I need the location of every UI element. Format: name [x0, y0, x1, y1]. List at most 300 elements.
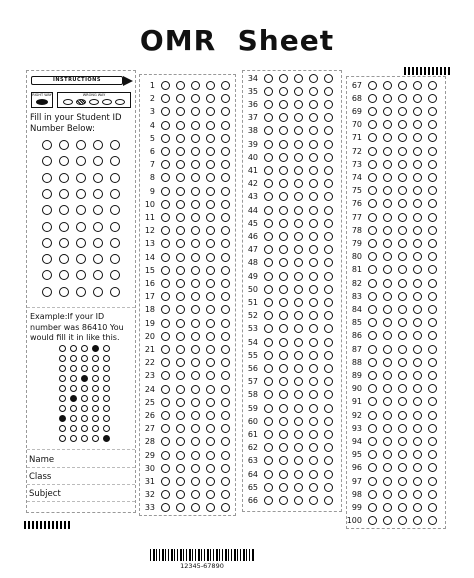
answer-bubble[interactable]	[206, 464, 215, 473]
id-bubble[interactable]	[59, 222, 69, 232]
example-bubble[interactable]	[70, 385, 77, 392]
answer-bubble[interactable]	[176, 121, 185, 130]
answer-bubble[interactable]	[279, 206, 288, 215]
answer-bubble[interactable]	[398, 503, 407, 512]
example-bubble[interactable]	[103, 365, 110, 372]
example-bubble[interactable]	[92, 375, 99, 382]
example-bubble[interactable]	[81, 395, 88, 402]
answer-bubble[interactable]	[413, 213, 422, 222]
id-bubble[interactable]	[110, 173, 120, 183]
answer-bubble[interactable]	[309, 298, 318, 307]
answer-bubble[interactable]	[161, 213, 170, 222]
answer-bubble[interactable]	[294, 153, 303, 162]
answer-bubble[interactable]	[368, 345, 377, 354]
example-bubble[interactable]	[59, 355, 66, 362]
answer-bubble[interactable]	[176, 385, 185, 394]
answer-bubble[interactable]	[294, 417, 303, 426]
example-bubble[interactable]	[92, 415, 99, 422]
answer-bubble[interactable]	[413, 371, 422, 380]
answer-bubble[interactable]	[264, 100, 273, 109]
answer-bubble[interactable]	[428, 358, 437, 367]
answer-bubble[interactable]	[309, 496, 318, 505]
id-bubble[interactable]	[42, 173, 52, 183]
answer-bubble[interactable]	[398, 305, 407, 314]
answer-bubble[interactable]	[221, 451, 230, 460]
answer-bubble[interactable]	[324, 140, 333, 149]
id-bubble[interactable]	[110, 222, 120, 232]
example-bubble[interactable]	[59, 365, 66, 372]
answer-bubble[interactable]	[279, 285, 288, 294]
example-bubble[interactable]	[70, 425, 77, 432]
answer-bubble[interactable]	[398, 279, 407, 288]
answer-bubble[interactable]	[383, 345, 392, 354]
answer-bubble[interactable]	[309, 74, 318, 83]
answer-bubble[interactable]	[294, 298, 303, 307]
answer-bubble[interactable]	[176, 266, 185, 275]
answer-bubble[interactable]	[383, 305, 392, 314]
answer-bubble[interactable]	[191, 477, 200, 486]
answer-bubble[interactable]	[264, 496, 273, 505]
answer-bubble[interactable]	[161, 345, 170, 354]
answer-bubble[interactable]	[398, 213, 407, 222]
answer-bubble[interactable]	[428, 279, 437, 288]
example-bubble[interactable]	[92, 395, 99, 402]
answer-bubble[interactable]	[324, 470, 333, 479]
example-bubble[interactable]	[81, 345, 88, 352]
example-bubble[interactable]	[81, 435, 88, 442]
answer-bubble[interactable]	[264, 351, 273, 360]
answer-bubble[interactable]	[294, 285, 303, 294]
answer-bubble[interactable]	[279, 470, 288, 479]
answer-bubble[interactable]	[264, 404, 273, 413]
answer-bubble[interactable]	[206, 187, 215, 196]
answer-bubble[interactable]	[383, 81, 392, 90]
example-bubble[interactable]	[92, 425, 99, 432]
answer-bubble[interactable]	[294, 100, 303, 109]
answer-bubble[interactable]	[413, 239, 422, 248]
answer-bubble[interactable]	[221, 477, 230, 486]
id-bubble[interactable]	[93, 222, 103, 232]
answer-bubble[interactable]	[324, 338, 333, 347]
answer-bubble[interactable]	[221, 200, 230, 209]
id-bubble[interactable]	[59, 238, 69, 248]
example-bubble[interactable]	[103, 425, 110, 432]
answer-bubble[interactable]	[206, 398, 215, 407]
answer-bubble[interactable]	[428, 371, 437, 380]
example-bubble[interactable]	[81, 425, 88, 432]
example-bubble[interactable]	[103, 405, 110, 412]
answer-bubble[interactable]	[428, 107, 437, 116]
answer-bubble[interactable]	[309, 417, 318, 426]
answer-bubble[interactable]	[368, 437, 377, 446]
answer-bubble[interactable]	[294, 166, 303, 175]
answer-bubble[interactable]	[221, 266, 230, 275]
answer-bubble[interactable]	[279, 87, 288, 96]
example-bubble[interactable]	[92, 345, 99, 352]
id-bubble[interactable]	[93, 173, 103, 183]
answer-bubble[interactable]	[428, 345, 437, 354]
answer-bubble[interactable]	[191, 411, 200, 420]
answer-bubble[interactable]	[191, 147, 200, 156]
answer-bubble[interactable]	[368, 477, 377, 486]
answer-bubble[interactable]	[368, 239, 377, 248]
answer-bubble[interactable]	[428, 424, 437, 433]
answer-bubble[interactable]	[398, 292, 407, 301]
answer-bubble[interactable]	[398, 81, 407, 90]
id-bubble[interactable]	[93, 238, 103, 248]
answer-bubble[interactable]	[279, 219, 288, 228]
id-bubble[interactable]	[93, 140, 103, 150]
answer-bubble[interactable]	[309, 87, 318, 96]
answer-bubble[interactable]	[398, 424, 407, 433]
example-bubble[interactable]	[92, 435, 99, 442]
answer-bubble[interactable]	[221, 345, 230, 354]
answer-bubble[interactable]	[264, 232, 273, 241]
answer-bubble[interactable]	[368, 226, 377, 235]
answer-bubble[interactable]	[176, 332, 185, 341]
answer-bubble[interactable]	[264, 153, 273, 162]
answer-bubble[interactable]	[309, 364, 318, 373]
answer-bubble[interactable]	[309, 232, 318, 241]
answer-bubble[interactable]	[294, 74, 303, 83]
answer-bubble[interactable]	[398, 411, 407, 420]
answer-bubble[interactable]	[398, 358, 407, 367]
example-bubble[interactable]	[103, 355, 110, 362]
example-bubble[interactable]	[70, 405, 77, 412]
answer-bubble[interactable]	[206, 266, 215, 275]
answer-bubble[interactable]	[161, 81, 170, 90]
answer-bubble[interactable]	[413, 437, 422, 446]
answer-bubble[interactable]	[413, 305, 422, 314]
answer-bubble[interactable]	[428, 437, 437, 446]
example-bubble[interactable]	[70, 415, 77, 422]
answer-bubble[interactable]	[161, 200, 170, 209]
answer-bubble[interactable]	[191, 345, 200, 354]
answer-bubble[interactable]	[428, 477, 437, 486]
answer-bubble[interactable]	[383, 358, 392, 367]
answer-bubble[interactable]	[191, 187, 200, 196]
answer-bubble[interactable]	[368, 279, 377, 288]
answer-bubble[interactable]	[368, 173, 377, 182]
answer-bubble[interactable]	[191, 134, 200, 143]
answer-bubble[interactable]	[206, 253, 215, 262]
id-bubble[interactable]	[76, 287, 86, 297]
example-bubble[interactable]	[103, 415, 110, 422]
answer-bubble[interactable]	[324, 87, 333, 96]
answer-bubble[interactable]	[368, 424, 377, 433]
answer-bubble[interactable]	[206, 134, 215, 143]
answer-bubble[interactable]	[279, 140, 288, 149]
id-bubble[interactable]	[110, 238, 120, 248]
example-bubble[interactable]	[81, 365, 88, 372]
answer-bubble[interactable]	[206, 319, 215, 328]
answer-bubble[interactable]	[264, 166, 273, 175]
answer-bubble[interactable]	[383, 503, 392, 512]
answer-bubble[interactable]	[176, 253, 185, 262]
answer-bubble[interactable]	[309, 404, 318, 413]
answer-bubble[interactable]	[398, 173, 407, 182]
answer-bubble[interactable]	[191, 464, 200, 473]
answer-bubble[interactable]	[264, 483, 273, 492]
id-bubble[interactable]	[76, 238, 86, 248]
answer-bubble[interactable]	[206, 121, 215, 130]
example-bubble[interactable]	[81, 385, 88, 392]
answer-bubble[interactable]	[398, 147, 407, 156]
answer-bubble[interactable]	[264, 364, 273, 373]
answer-bubble[interactable]	[176, 464, 185, 473]
answer-bubble[interactable]	[161, 319, 170, 328]
example-bubble[interactable]	[59, 415, 66, 422]
answer-bubble[interactable]	[428, 173, 437, 182]
answer-bubble[interactable]	[161, 134, 170, 143]
answer-bubble[interactable]	[324, 100, 333, 109]
example-bubble[interactable]	[59, 375, 66, 382]
answer-bubble[interactable]	[398, 239, 407, 248]
id-bubble[interactable]	[59, 173, 69, 183]
answer-bubble[interactable]	[428, 160, 437, 169]
answer-bubble[interactable]	[161, 464, 170, 473]
answer-bubble[interactable]	[368, 292, 377, 301]
answer-bubble[interactable]	[324, 74, 333, 83]
answer-bubble[interactable]	[383, 477, 392, 486]
answer-bubble[interactable]	[309, 219, 318, 228]
id-bubble[interactable]	[59, 140, 69, 150]
example-bubble[interactable]	[59, 345, 66, 352]
answer-bubble[interactable]	[428, 305, 437, 314]
answer-bubble[interactable]	[264, 338, 273, 347]
answer-bubble[interactable]	[176, 411, 185, 420]
answer-bubble[interactable]	[413, 345, 422, 354]
answer-bubble[interactable]	[309, 100, 318, 109]
id-bubble[interactable]	[110, 189, 120, 199]
answer-bubble[interactable]	[294, 470, 303, 479]
answer-bubble[interactable]	[324, 206, 333, 215]
answer-bubble[interactable]	[294, 404, 303, 413]
answer-bubble[interactable]	[368, 107, 377, 116]
answer-bubble[interactable]	[191, 279, 200, 288]
example-bubble[interactable]	[92, 385, 99, 392]
answer-bubble[interactable]	[191, 385, 200, 394]
answer-bubble[interactable]	[191, 213, 200, 222]
example-bubble[interactable]	[70, 375, 77, 382]
example-bubble[interactable]	[92, 365, 99, 372]
answer-bubble[interactable]	[383, 173, 392, 182]
answer-bubble[interactable]	[191, 398, 200, 407]
answer-bubble[interactable]	[176, 279, 185, 288]
answer-bubble[interactable]	[176, 345, 185, 354]
answer-bubble[interactable]	[383, 107, 392, 116]
answer-bubble[interactable]	[294, 272, 303, 281]
answer-bubble[interactable]	[221, 398, 230, 407]
answer-bubble[interactable]	[264, 298, 273, 307]
answer-bubble[interactable]	[309, 483, 318, 492]
answer-bubble[interactable]	[383, 239, 392, 248]
answer-bubble[interactable]	[294, 430, 303, 439]
answer-bubble[interactable]	[294, 232, 303, 241]
answer-bubble[interactable]	[279, 272, 288, 281]
answer-bubble[interactable]	[279, 232, 288, 241]
example-bubble[interactable]	[59, 425, 66, 432]
answer-bubble[interactable]	[221, 319, 230, 328]
answer-bubble[interactable]	[264, 74, 273, 83]
answer-bubble[interactable]	[161, 385, 170, 394]
answer-bubble[interactable]	[398, 437, 407, 446]
answer-bubble[interactable]	[324, 166, 333, 175]
answer-bubble[interactable]	[368, 81, 377, 90]
answer-bubble[interactable]	[279, 153, 288, 162]
answer-bubble[interactable]	[368, 305, 377, 314]
example-bubble[interactable]	[81, 405, 88, 412]
example-bubble[interactable]	[81, 415, 88, 422]
answer-bubble[interactable]	[428, 239, 437, 248]
id-bubble[interactable]	[93, 189, 103, 199]
answer-bubble[interactable]	[324, 272, 333, 281]
answer-bubble[interactable]	[221, 213, 230, 222]
answer-bubble[interactable]	[383, 490, 392, 499]
id-bubble[interactable]	[110, 287, 120, 297]
answer-bubble[interactable]	[398, 477, 407, 486]
answer-bubble[interactable]	[324, 153, 333, 162]
answer-bubble[interactable]	[413, 94, 422, 103]
answer-bubble[interactable]	[161, 187, 170, 196]
answer-bubble[interactable]	[206, 213, 215, 222]
answer-bubble[interactable]	[264, 285, 273, 294]
answer-bubble[interactable]	[413, 147, 422, 156]
answer-bubble[interactable]	[324, 404, 333, 413]
answer-bubble[interactable]	[428, 292, 437, 301]
answer-bubble[interactable]	[383, 147, 392, 156]
answer-bubble[interactable]	[413, 226, 422, 235]
answer-bubble[interactable]	[294, 87, 303, 96]
answer-bubble[interactable]	[413, 107, 422, 116]
id-bubble[interactable]	[110, 140, 120, 150]
answer-bubble[interactable]	[368, 358, 377, 367]
example-bubble[interactable]	[59, 385, 66, 392]
answer-bubble[interactable]	[428, 81, 437, 90]
answer-bubble[interactable]	[294, 364, 303, 373]
answer-bubble[interactable]	[413, 358, 422, 367]
answer-bubble[interactable]	[206, 345, 215, 354]
answer-bubble[interactable]	[294, 140, 303, 149]
example-bubble[interactable]	[81, 355, 88, 362]
answer-bubble[interactable]	[428, 94, 437, 103]
example-bubble[interactable]	[70, 345, 77, 352]
example-bubble[interactable]	[70, 395, 77, 402]
answer-bubble[interactable]	[206, 81, 215, 90]
id-bubble[interactable]	[93, 287, 103, 297]
id-bubble[interactable]	[76, 222, 86, 232]
answer-bubble[interactable]	[191, 266, 200, 275]
answer-bubble[interactable]	[264, 87, 273, 96]
answer-bubble[interactable]	[413, 279, 422, 288]
answer-bubble[interactable]	[368, 503, 377, 512]
answer-bubble[interactable]	[279, 338, 288, 347]
answer-bubble[interactable]	[368, 147, 377, 156]
answer-bubble[interactable]	[368, 371, 377, 380]
answer-bubble[interactable]	[264, 417, 273, 426]
answer-bubble[interactable]	[309, 153, 318, 162]
answer-bubble[interactable]	[279, 430, 288, 439]
name-field[interactable]: Name	[29, 455, 55, 465]
answer-bubble[interactable]	[368, 411, 377, 420]
answer-bubble[interactable]	[176, 213, 185, 222]
answer-bubble[interactable]	[221, 81, 230, 90]
answer-bubble[interactable]	[383, 279, 392, 288]
answer-bubble[interactable]	[368, 94, 377, 103]
answer-bubble[interactable]	[264, 219, 273, 228]
answer-bubble[interactable]	[279, 298, 288, 307]
answer-bubble[interactable]	[428, 503, 437, 512]
answer-bubble[interactable]	[413, 477, 422, 486]
answer-bubble[interactable]	[428, 490, 437, 499]
answer-bubble[interactable]	[324, 298, 333, 307]
answer-bubble[interactable]	[176, 187, 185, 196]
answer-bubble[interactable]	[309, 470, 318, 479]
answer-bubble[interactable]	[398, 345, 407, 354]
answer-bubble[interactable]	[368, 160, 377, 169]
subject-field[interactable]: Subject	[29, 489, 61, 499]
answer-bubble[interactable]	[191, 81, 200, 90]
answer-bubble[interactable]	[413, 490, 422, 499]
answer-bubble[interactable]	[383, 160, 392, 169]
answer-bubble[interactable]	[398, 94, 407, 103]
answer-bubble[interactable]	[191, 121, 200, 130]
answer-bubble[interactable]	[279, 483, 288, 492]
answer-bubble[interactable]	[279, 364, 288, 373]
example-bubble[interactable]	[103, 345, 110, 352]
answer-bubble[interactable]	[383, 213, 392, 222]
answer-bubble[interactable]	[264, 140, 273, 149]
answer-bubble[interactable]	[413, 81, 422, 90]
example-bubble[interactable]	[103, 375, 110, 382]
answer-bubble[interactable]	[324, 232, 333, 241]
answer-bubble[interactable]	[221, 411, 230, 420]
answer-bubble[interactable]	[309, 351, 318, 360]
answer-bubble[interactable]	[324, 496, 333, 505]
answer-bubble[interactable]	[383, 94, 392, 103]
answer-bubble[interactable]	[176, 451, 185, 460]
answer-bubble[interactable]	[221, 253, 230, 262]
answer-bubble[interactable]	[294, 338, 303, 347]
answer-bubble[interactable]	[161, 398, 170, 407]
answer-bubble[interactable]	[191, 319, 200, 328]
answer-bubble[interactable]	[294, 483, 303, 492]
answer-bubble[interactable]	[383, 292, 392, 301]
answer-bubble[interactable]	[161, 253, 170, 262]
answer-bubble[interactable]	[383, 226, 392, 235]
example-bubble[interactable]	[103, 435, 110, 442]
answer-bubble[interactable]	[294, 219, 303, 228]
answer-bubble[interactable]	[176, 200, 185, 209]
answer-bubble[interactable]	[264, 470, 273, 479]
example-bubble[interactable]	[59, 395, 66, 402]
answer-bubble[interactable]	[206, 411, 215, 420]
answer-bubble[interactable]	[324, 483, 333, 492]
example-bubble[interactable]	[103, 395, 110, 402]
answer-bubble[interactable]	[309, 272, 318, 281]
answer-bubble[interactable]	[161, 266, 170, 275]
answer-bubble[interactable]	[398, 490, 407, 499]
id-bubble[interactable]	[42, 238, 52, 248]
answer-bubble[interactable]	[309, 206, 318, 215]
answer-bubble[interactable]	[383, 424, 392, 433]
example-bubble[interactable]	[59, 435, 66, 442]
answer-bubble[interactable]	[176, 134, 185, 143]
answer-bubble[interactable]	[161, 279, 170, 288]
answer-bubble[interactable]	[161, 147, 170, 156]
answer-bubble[interactable]	[279, 166, 288, 175]
answer-bubble[interactable]	[398, 160, 407, 169]
